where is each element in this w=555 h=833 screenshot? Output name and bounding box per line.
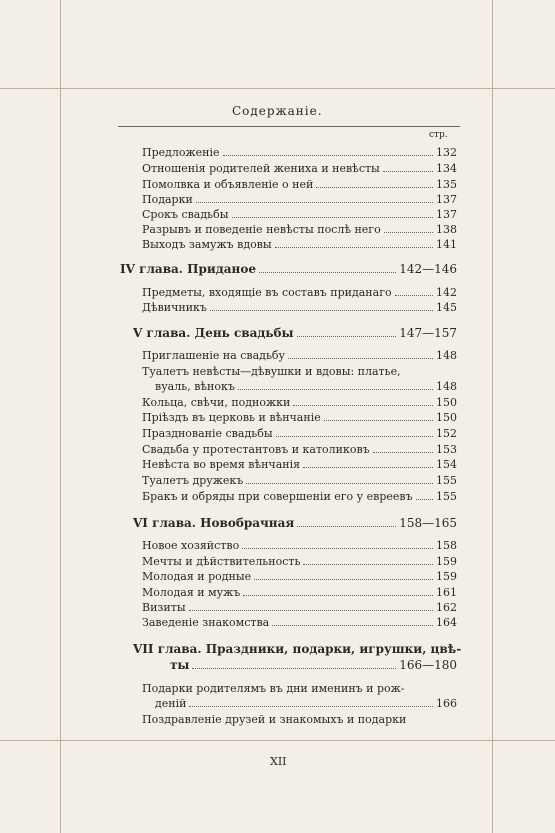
toc-entry [142, 396, 457, 409]
chapter-title: V глава. День свадьбы [133, 326, 294, 340]
entry-page: 153 [436, 443, 457, 456]
toc-entry [142, 555, 457, 568]
toc-entry-line [142, 713, 457, 726]
entry-title: Новое хозяйство [142, 539, 240, 552]
dot-leader [189, 610, 433, 611]
chapter-pages: 142—146 [399, 262, 457, 276]
entry-page: 134 [436, 162, 457, 175]
entry-page: 142 [436, 286, 457, 299]
entry-page: 150 [436, 396, 457, 409]
dot-leader [223, 155, 433, 156]
chapter-pages: 158—165 [399, 516, 457, 530]
entry-title: Туалетъ невѣсты—дѣвушки и вдовы: платье, [142, 365, 401, 378]
entry-page: 137 [436, 208, 457, 221]
page-title: Содержаніе. [232, 104, 323, 118]
toc-entry [142, 490, 457, 503]
page-number: XII [270, 755, 287, 768]
entry-title: Предметы, входящіе въ составъ приданаго [142, 286, 392, 299]
toc-entry [142, 411, 457, 424]
entry-page: 159 [436, 570, 457, 583]
chapter-title: VII глава. Праздники, подарки, игрушки, цвѣ- [133, 642, 462, 656]
toc-entry [142, 193, 457, 206]
toc-entry [142, 443, 457, 456]
entry-page: 164 [436, 616, 457, 629]
entry-title: Свадьба у протестантовъ и католиковъ [142, 443, 370, 456]
dot-leader [373, 452, 433, 453]
entry-page: 150 [436, 411, 457, 424]
toc-entry [142, 616, 457, 629]
entry-page: 166 [436, 697, 457, 710]
entry-page: 152 [436, 427, 457, 440]
dot-leader [189, 706, 433, 707]
dot-leader [395, 295, 433, 296]
toc-entry [142, 301, 457, 314]
toc-chapter [170, 659, 457, 672]
entry-title: Приглашеніе на свадьбу [142, 349, 286, 362]
entry-page: 162 [436, 601, 457, 614]
dot-leader [303, 564, 433, 565]
entry-title: Отношенія родителей жениха и невѣсты [142, 162, 380, 175]
toc-chapter-line [133, 642, 462, 656]
chapter-pages: 147—157 [399, 326, 457, 340]
toc-chapter [133, 517, 457, 530]
toc-entry [142, 208, 457, 221]
entry-title: Помолвка и объявленіе о ней [142, 178, 314, 191]
toc-chapter [120, 263, 457, 276]
toc-entry [142, 427, 457, 440]
entry-title: Пріѣздъ въ церковь и вѣнчаніе [142, 411, 321, 424]
entry-title: Празднованіе свадьбы [142, 427, 273, 440]
entry-title: Выходъ замужъ вдовы [142, 238, 272, 251]
toc-entry [142, 146, 457, 159]
entry-page: 155 [436, 474, 457, 487]
entry-page: 155 [436, 490, 457, 503]
dot-leader [303, 467, 433, 468]
dot-leader [254, 579, 433, 580]
entry-title: Молодая и мужъ [142, 586, 241, 599]
toc-entry-line [142, 365, 457, 378]
dot-leader [383, 171, 433, 172]
dot-leader [246, 483, 433, 484]
toc-entry [142, 570, 457, 583]
entry-title: Разрывъ и поведеніе невѣсты послѣ него [142, 223, 381, 236]
entry-title: вуаль, вѣнокъ [155, 380, 235, 393]
chapter-title: ты [170, 658, 190, 672]
dot-leader [316, 187, 433, 188]
toc-chapter [133, 327, 457, 340]
entry-page: 158 [436, 539, 457, 552]
dot-leader [232, 217, 433, 218]
entry-title: Предложеніе [142, 146, 220, 159]
entry-title: Бракъ и обряды при совершеніи его у евреевъ [142, 490, 413, 503]
dot-leader [293, 405, 433, 406]
toc-entry [142, 458, 457, 471]
entry-title: Срокъ свадьбы [142, 208, 229, 221]
toc-entry [155, 697, 457, 710]
dot-leader [192, 668, 396, 669]
dot-leader [243, 595, 433, 596]
dot-leader [297, 336, 397, 337]
dot-leader [324, 420, 433, 421]
toc-entry [155, 380, 457, 393]
page-column-label: стр. [429, 130, 448, 140]
toc-entry [142, 162, 457, 175]
entry-page: 161 [436, 586, 457, 599]
entry-title: Поздравленіе друзей и знакомыхъ и подарки [142, 713, 407, 726]
entry-page: 141 [436, 238, 457, 251]
entry-title: Кольца, свѣчи, подножки [142, 396, 291, 409]
entry-title: Туалетъ дружекъ [142, 474, 244, 487]
chapter-title: IV глава. Приданое [120, 262, 256, 276]
toc-entry-line [142, 682, 457, 695]
dot-leader [238, 389, 433, 390]
entry-title: Невѣста во время вѣнчанія [142, 458, 301, 471]
dot-leader [210, 310, 433, 311]
toc-entry [142, 349, 457, 362]
toc-entry [142, 178, 457, 191]
entry-title: Заведеніе знакомства [142, 616, 270, 629]
entry-title: Подарки [142, 193, 193, 206]
entry-title: Мечты и дѣйствительность [142, 555, 301, 568]
dot-leader [242, 548, 433, 549]
toc-entry [142, 286, 457, 299]
chapter-pages: 166—180 [399, 658, 457, 672]
entry-page: 154 [436, 458, 457, 471]
dot-leader [416, 499, 433, 500]
entry-title: Подарки родителямъ въ дни именинъ и рож- [142, 682, 405, 695]
dot-leader [272, 625, 433, 626]
entry-page: 148 [436, 349, 457, 362]
dot-leader [259, 272, 396, 273]
entry-page: 145 [436, 301, 457, 314]
entry-page: 159 [436, 555, 457, 568]
entry-title: Дѣвичникъ [142, 301, 207, 314]
entry-page: 148 [436, 380, 457, 393]
entry-page: 132 [436, 146, 457, 159]
toc-entry [142, 238, 457, 251]
dot-leader [384, 232, 433, 233]
chapter-title: VI глава. Новобрачная [133, 516, 295, 530]
toc-entry [142, 474, 457, 487]
dot-leader [275, 247, 433, 248]
dot-leader [196, 202, 433, 203]
entry-title: Визиты [142, 601, 186, 614]
entry-page: 138 [436, 223, 457, 236]
entry-title: деній [155, 697, 187, 710]
dot-leader [276, 436, 433, 437]
toc-entry [142, 223, 457, 236]
toc-entry [142, 539, 457, 552]
entry-page: 137 [436, 193, 457, 206]
toc-entry [142, 586, 457, 599]
toc-entry [142, 601, 457, 614]
dot-leader [297, 526, 396, 527]
entry-page: 135 [436, 178, 457, 191]
dot-leader [288, 358, 433, 359]
entry-title: Молодая и родные [142, 570, 252, 583]
